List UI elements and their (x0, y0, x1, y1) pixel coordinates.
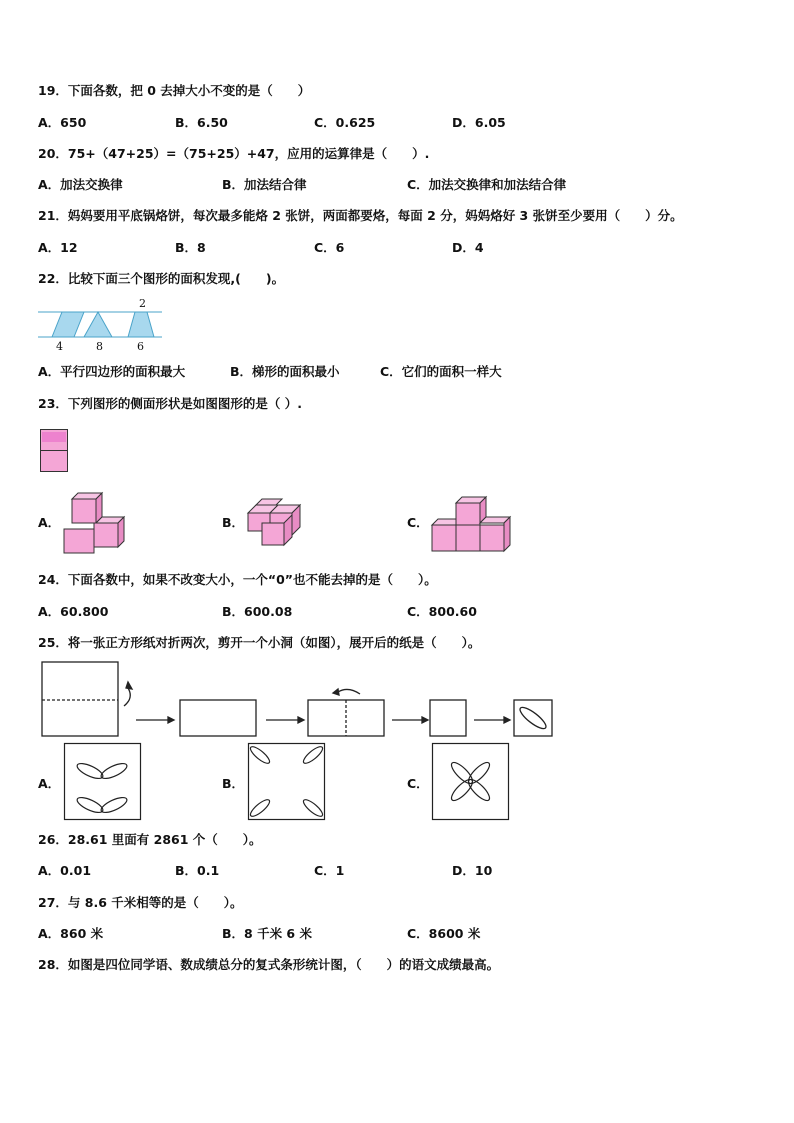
q23-option-c: C． (407, 515, 429, 530)
q22-option-b: B．梯形的面积最小 (230, 364, 340, 379)
q22-label-triangle: 8 (96, 340, 103, 353)
q21-option-d: D．4 (452, 240, 484, 255)
q23-option-b: B． (222, 515, 245, 530)
q19-option-a: A．650 (38, 115, 87, 130)
q19-option-b: B．6.50 (175, 115, 228, 130)
q22-label-top: 2 (139, 297, 146, 310)
q21-option-a: A．12 (38, 240, 78, 255)
q23-stem: 23．下列图形的侧面形状是如图图形的是（ ）. (38, 396, 302, 411)
q21-option-b: B．8 (175, 240, 206, 255)
q19-option-c: C．0.625 (314, 115, 376, 130)
q27-option-b: B．8 千米 6 米 (222, 926, 312, 941)
q27-option-c: C．8600 米 (407, 926, 481, 941)
q25-option-a: A． (38, 776, 61, 791)
q25-option-b: B． (222, 776, 245, 791)
q23-side-view-figure (40, 429, 68, 473)
q19-stem: 19．下面各数，把 0 去掉大小不变的是（ ） (38, 83, 311, 98)
q20-option-a: A．加法交换律 (38, 177, 123, 192)
q23-option-a: A． (38, 515, 61, 530)
q23-option-c-cubes (432, 497, 512, 553)
triangle-shape (84, 312, 112, 337)
q22-option-a: A．平行四边形的面积最大 (38, 364, 186, 379)
q25-option-a-paper (64, 743, 142, 821)
q23-option-b-cubes (248, 499, 304, 547)
q24-option-a: A．60.800 (38, 604, 109, 619)
q19-option-d: D．6.05 (452, 115, 506, 130)
q26-option-a: A．0.01 (38, 863, 92, 878)
q27-option-a: A．860 米 (38, 926, 104, 941)
q26-option-d: D．10 (452, 863, 493, 878)
q24-option-c: C．800.60 (407, 604, 477, 619)
trapezoid-shape (128, 312, 154, 337)
q23-option-a-cubes (64, 493, 126, 555)
q26-option-c: C．1 (314, 863, 345, 878)
q24-option-b: B．600.08 (222, 604, 293, 619)
q21-option-c: C．6 (314, 240, 345, 255)
q24-stem: 24．下面各数中，如果不改变大小，一个“0”也不能去掉的是（ ）。 (38, 572, 437, 587)
q22-option-c: C．它们的面积一样大 (380, 364, 502, 379)
q22-label-trapezoid: 6 (137, 340, 144, 353)
q20-option-c: C．加法交换律和加法结合律 (407, 177, 567, 192)
q25-option-b-paper (248, 743, 326, 821)
q22-stem: 22．比较下面三个图形的面积发现,( )。 (38, 271, 285, 286)
q25-folding-sequence (40, 660, 556, 742)
q20-stem: 20．75+（47+25）=（75+25）+47，应用的运算律是（ ）. (38, 146, 430, 161)
q26-option-b: B．0.1 (175, 863, 220, 878)
q21-stem: 21．妈妈要用平底锅烙饼，每次最多能烙 2 张饼，两面都要烙，每面 2 分，妈妈烙好 3 张饼至少要用（ ）分。 (38, 208, 683, 223)
parallelogram-shape (52, 312, 84, 337)
q25-stem: 25．将一张正方形纸对折两次，剪开一个小洞（如图），展开后的纸是（ ）。 (38, 635, 481, 650)
q22-label-parallelogram: 4 (56, 340, 63, 353)
q25-option-c: C． (407, 776, 429, 791)
q26-stem: 26．28.61 里面有 2861 个（ ）。 (38, 832, 262, 847)
q27-stem: 27．与 8.6 千米相等的是（ ）。 (38, 895, 243, 910)
q25-option-c-paper (432, 743, 510, 821)
q28-stem: 28．如图是四位同学语、数成绩总分的复式条形统计图，（ ）的语文成绩最高。 (38, 957, 500, 972)
q20-option-b: B．加法结合律 (222, 177, 307, 192)
